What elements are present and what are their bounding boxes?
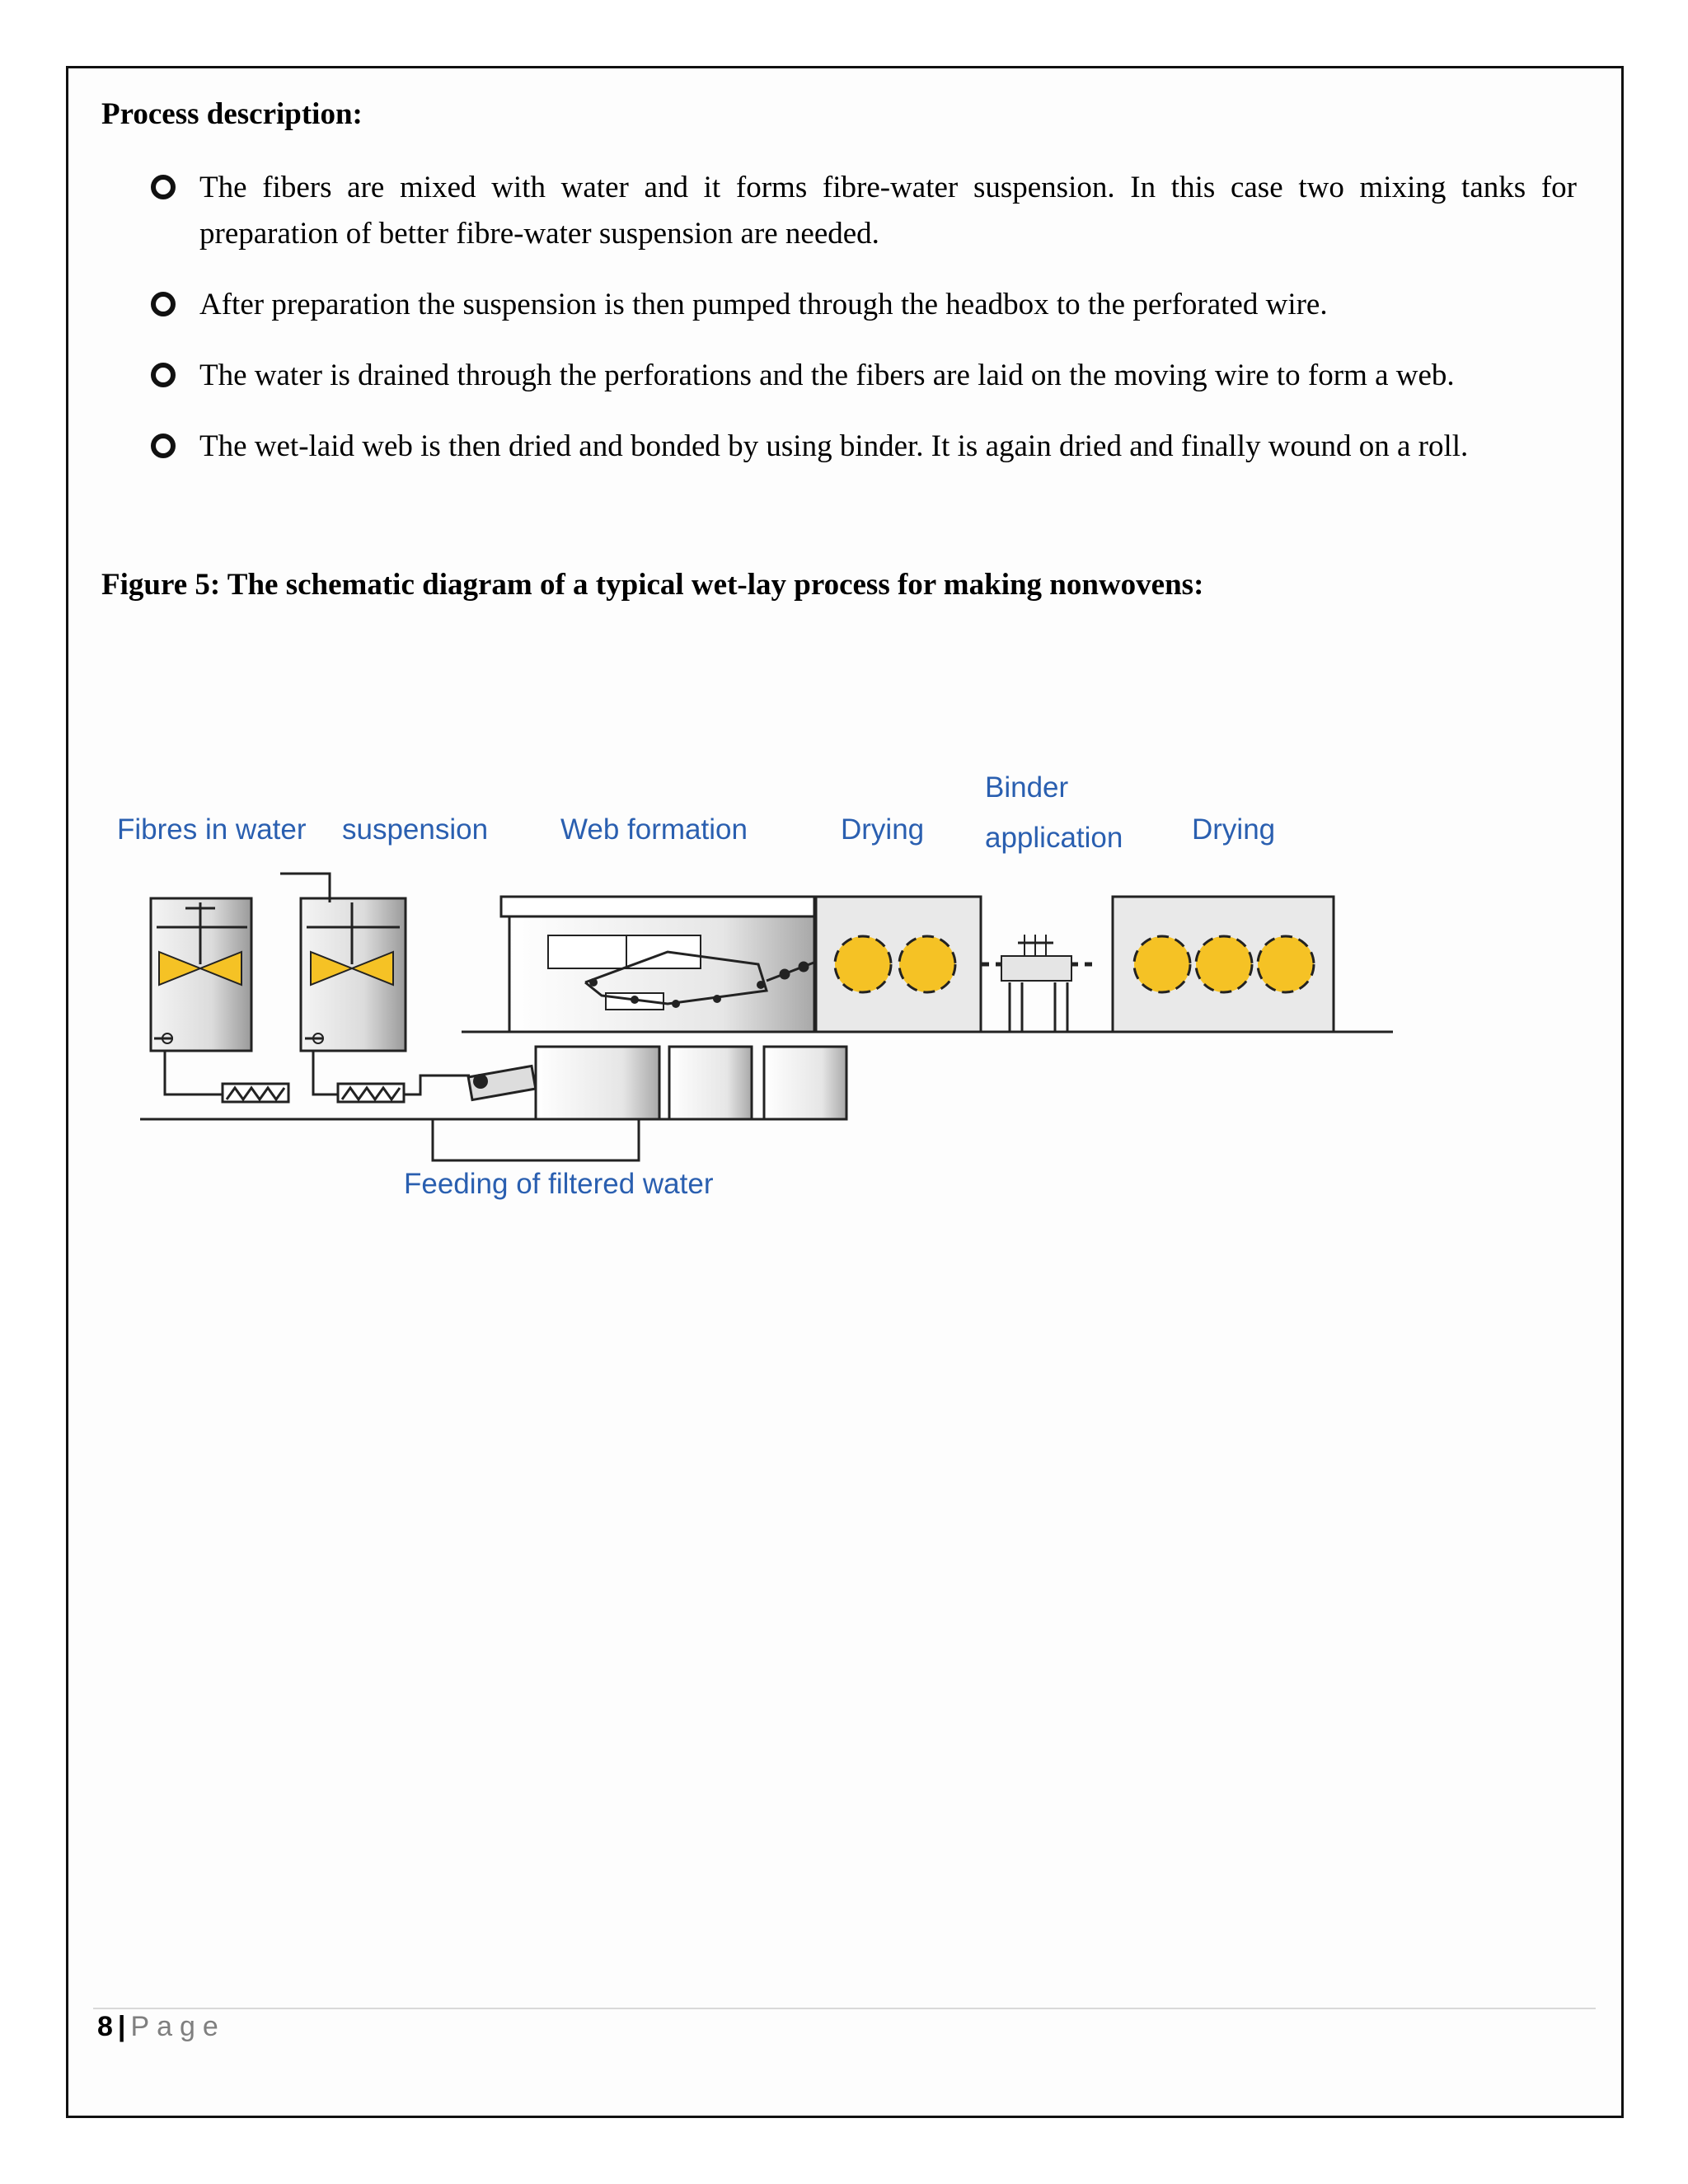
dryer-roller bbox=[1134, 936, 1190, 992]
process-list bbox=[151, 165, 1577, 494]
list-item: After preparation the suspension is then pumped through the headbox to the perforated wire. bbox=[151, 282, 1577, 328]
footer-separator: | bbox=[117, 2011, 126, 2042]
dryer-roller bbox=[899, 936, 955, 992]
label-fibres-in-water: Fibres in water bbox=[117, 813, 307, 846]
footer-divider bbox=[93, 2008, 1596, 2009]
label-drying-1: Drying bbox=[841, 813, 925, 846]
page-number: 8 bbox=[97, 2011, 113, 2042]
label-suspension: suspension bbox=[342, 813, 489, 846]
label-drying-2: Drying bbox=[1192, 813, 1276, 846]
dryer-roller bbox=[1196, 936, 1252, 992]
page-footer bbox=[97, 2011, 226, 2043]
section-heading: Process description: bbox=[101, 97, 363, 131]
mixing-tank-1 bbox=[151, 898, 251, 1051]
dryer-1 bbox=[816, 897, 981, 1032]
list-item: The wet-laid web is then dried and bonded by using binder. It is again dried and finally wound on a roll. bbox=[151, 424, 1577, 470]
label-application: application bbox=[985, 822, 1123, 854]
list-item: The fibers are mixed with water and it forms fibre-water suspension. In this case two mixing tanks for preparation of better fibre-water suspension are needed. bbox=[151, 165, 1577, 257]
circle-bullet-icon bbox=[151, 434, 176, 458]
binder-application-unit bbox=[981, 935, 1092, 1032]
circle-bullet-icon bbox=[151, 175, 176, 199]
mixing-tank-2 bbox=[280, 874, 406, 1051]
label-web-formation: Web formation bbox=[560, 813, 748, 846]
figure-caption: Figure 5: The schematic diagram of a typical wet-lay process for making nonwovens: bbox=[101, 568, 1204, 602]
web-formation-unit bbox=[468, 897, 846, 1119]
list-item: The water is drained through the perforations and the fibers are laid on the moving wire to form a web. bbox=[151, 353, 1577, 399]
dryer-2 bbox=[1113, 897, 1334, 1032]
label-feeding-filtered-water: Feeding of filtered water bbox=[404, 1168, 714, 1200]
dryer-roller bbox=[835, 936, 891, 992]
dryer-roller bbox=[1258, 936, 1314, 992]
circle-bullet-icon bbox=[151, 363, 176, 387]
page-word: Page bbox=[130, 2011, 226, 2042]
circle-bullet-icon bbox=[151, 292, 176, 316]
label-binder: Binder bbox=[985, 771, 1069, 804]
wet-lay-process-diagram bbox=[107, 766, 1401, 1212]
